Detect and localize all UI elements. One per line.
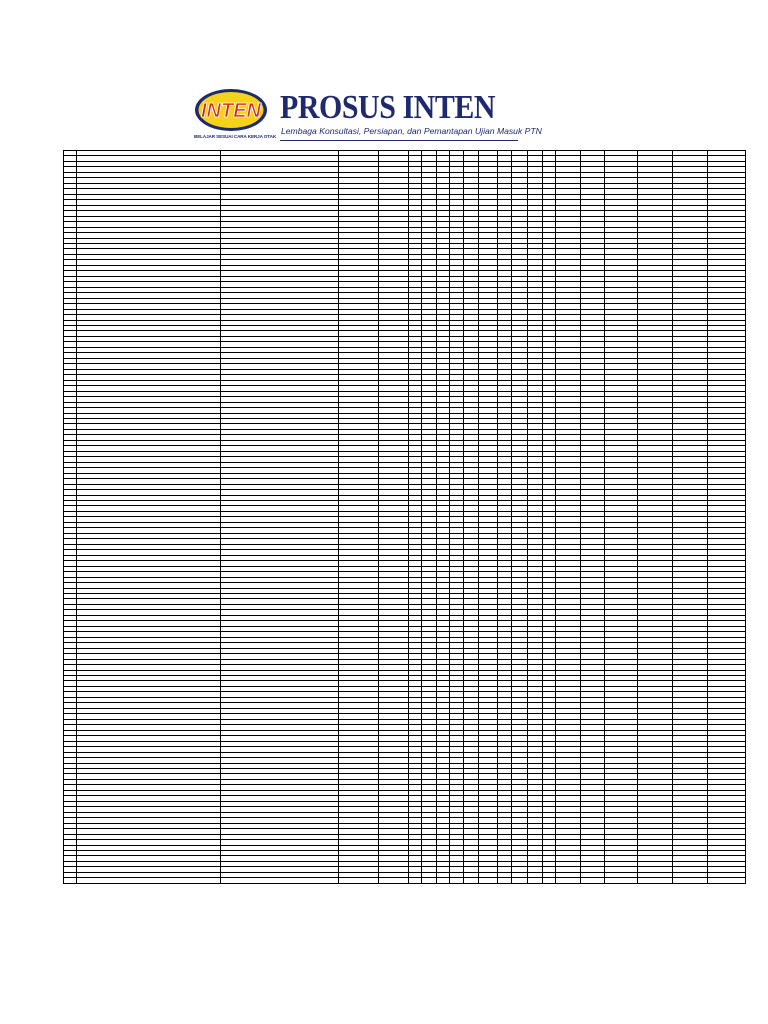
inten-logo [194,88,277,144]
table-cell [605,878,638,883]
table-cell [64,878,77,883]
table-cell [512,878,528,883]
table-cell [479,878,498,883]
form-table [63,150,746,884]
table-cell [422,878,437,883]
table-cell [708,878,746,883]
letterhead [194,88,542,150]
table-cell [543,878,556,883]
table-cell [221,878,339,883]
table-cell [339,878,379,883]
table-cell [379,878,409,883]
logo-tagline: BELAJAR SESUAI CARA KERJA OTAK [194,134,277,139]
brand-subtitle: Lembaga Konsultasi, Persiapan, dan Pemantapan Ujian Masuk PTN [281,126,542,136]
table-cell [528,878,543,883]
table-cell [437,878,450,883]
brand-name: PROSUS INTEN [280,89,496,126]
table-cell [638,878,673,883]
table-cell [673,878,708,883]
table-cell [498,878,512,883]
inten-logo-mark [194,88,272,134]
table-cell [556,878,581,883]
table-cell [77,878,221,883]
logo-text: INTEN [201,100,261,122]
table-cell [450,878,464,883]
table-cell [581,878,605,883]
table-cell [464,878,479,883]
table-cell [409,878,422,883]
blank-form-grid [63,150,746,884]
brand-rule [280,140,518,141]
table-row [64,878,746,883]
